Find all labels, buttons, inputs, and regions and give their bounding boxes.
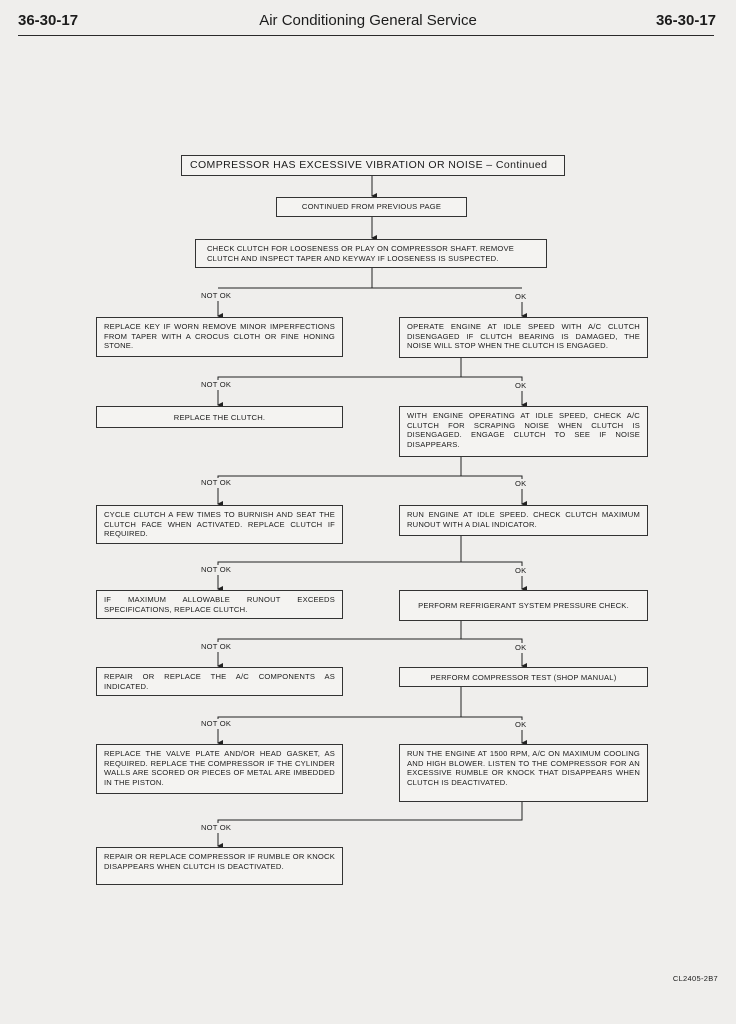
- page-title: Air Conditioning General Service: [259, 12, 477, 29]
- not-ok-label: NOT OK: [201, 478, 232, 487]
- branch-2-left: [218, 358, 461, 380]
- branch-1-left: [218, 268, 372, 288]
- branch-3-left: [218, 457, 461, 478]
- run-1500-box: RUN THE ENGINE AT 1500 RPM, A/C ON MAXIMUM COOLING AND HIGH BLOWER. LISTEN TO THE COMPRESSOR FOR AN EXCESSIVE RUMBLE OR KNOCK THAT DISAPPEARS WHEN CLUTCH IS DEACTIVATED.: [399, 744, 648, 802]
- branch-4-right: [461, 562, 522, 566]
- figure-id: CL2405-2B7: [672, 974, 718, 983]
- cycle-clutch-box: CYCLE CLUTCH A FEW TIMES TO BURNISH AND SEAT THE CLUTCH FACE WHEN ACTIVATED. REPLACE CLUTCH IF REQUIRED.: [96, 505, 343, 544]
- not-ok-label: NOT OK: [201, 380, 232, 389]
- run-idle-box: RUN ENGINE AT IDLE SPEED. CHECK CLUTCH MAXIMUM RUNOUT WITH A DIAL INDICATOR.: [399, 505, 648, 536]
- branch-5-right: [461, 639, 522, 643]
- pressure-check-box: PERFORM REFRIGERANT SYSTEM PRESSURE CHECK.: [399, 590, 648, 621]
- not-ok-label: NOT OK: [201, 291, 232, 300]
- scraping-noise-box: WITH ENGINE OPERATING AT IDLE SPEED, CHECK A/C CLUTCH FOR SCRAPING NOISE WHEN CLUTCH IS DISENGAGED. ENGAGE CLUTCH TO SEE IF NOISE DISAPPEARS.: [399, 406, 648, 457]
- ok-label: OK: [515, 479, 527, 488]
- not-ok-label: NOT OK: [201, 719, 232, 728]
- ok-label: OK: [515, 292, 527, 301]
- repair-compressor-box: REPAIR OR REPLACE COMPRESSOR IF RUMBLE OR KNOCK DISAPPEARS WHEN CLUTCH IS DEACTIVATED.: [96, 847, 343, 885]
- page-number-left: 36-30-17: [18, 12, 79, 29]
- replace-key-box: REPLACE KEY IF WORN REMOVE MINOR IMPERFECTIONS FROM TAPER WITH A CROCUS CLOTH OR FINE HONING STONE.: [96, 317, 343, 357]
- branch-5-left: [218, 621, 461, 642]
- branch-6-right: [461, 717, 522, 720]
- compressor-test-box: PERFORM COMPRESSOR TEST (SHOP MANUAL): [399, 667, 648, 687]
- branch-7: [218, 802, 522, 823]
- branch-2-right: [461, 377, 522, 381]
- branch-3-right: [461, 476, 522, 479]
- check-clutch-box: CHECK CLUTCH FOR LOOSENESS OR PLAY ON COMPRESSOR SHAFT. REMOVE CLUTCH AND INSPECT TAPER AND KEYWAY IF LOOSENESS IS SUSPECTED.: [195, 239, 547, 268]
- ok-label: OK: [515, 566, 527, 575]
- continued-box: CONTINUED FROM PREVIOUS PAGE: [276, 197, 467, 217]
- page-number-right: 36-30-17: [655, 12, 716, 29]
- repair-components-box: REPAIR OR REPLACE THE A/C COMPONENTS AS INDICATED.: [96, 667, 343, 696]
- not-ok-label: NOT OK: [201, 642, 232, 651]
- ok-label: OK: [515, 643, 527, 652]
- runout-exceeds-box: IF MAXIMUM ALLOWABLE RUNOUT EXCEEDS SPECIFICATIONS, REPLACE CLUTCH.: [96, 590, 343, 619]
- flowchart-title-box: COMPRESSOR HAS EXCESSIVE VIBRATION OR NOISE – Continued: [181, 155, 565, 176]
- valve-plate-box: REPLACE THE VALVE PLATE AND/OR HEAD GASKET, AS REQUIRED. REPLACE THE COMPRESSOR IF THE CYLINDER WALLS ARE SCORED OR PIECES OF METAL ARE IMBEDDED IN THE PISTON.: [96, 744, 343, 794]
- replace-clutch-box: REPLACE THE CLUTCH.: [96, 406, 343, 428]
- operate-engine-box: OPERATE ENGINE AT IDLE SPEED WITH A/C CLUTCH DISENGAGED IF CLUTCH BEARING IS DAMAGED, THE NOISE WILL STOP WHEN THE CLUTCH IS ENGAGED.: [399, 317, 648, 358]
- ok-label: OK: [515, 381, 527, 390]
- not-ok-label: NOT OK: [201, 823, 232, 832]
- ok-label: OK: [515, 720, 527, 729]
- not-ok-label: NOT OK: [201, 565, 232, 574]
